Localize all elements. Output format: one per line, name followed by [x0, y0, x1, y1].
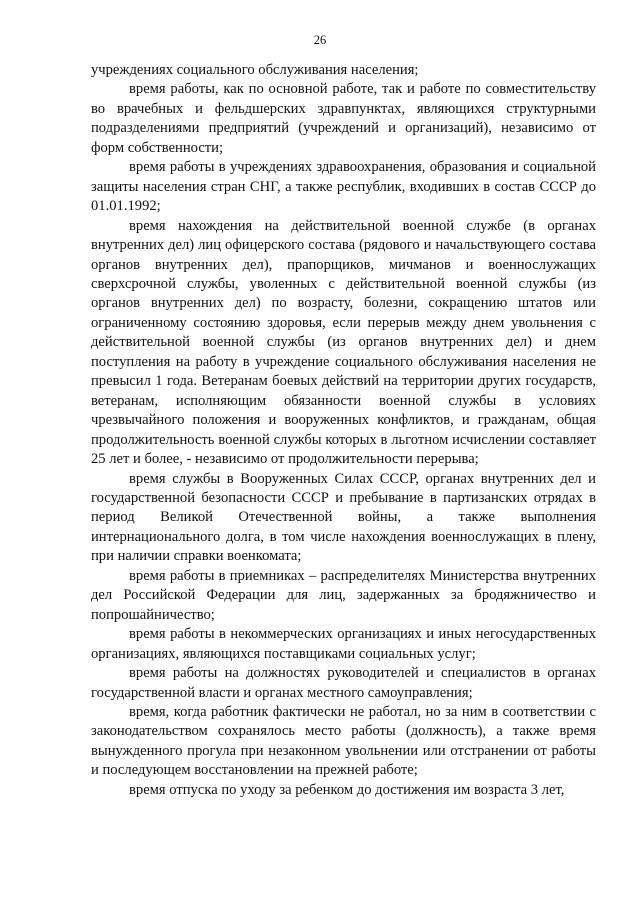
paragraph: время нахождения на действительной военной службе (в органах внутренних дел) лиц офицерского состава (рядового и начальствующего состава органов внутренних дел), прапорщиков, мичманов и военнослужащих сверхсрочной службы, уволенных с действительной военной службы (из органов внутренних дел) по возрасту, болезни, сокращению штатов или ограниченному состоянию здоровья, если перерыв между днем увольнения с действительной военной службы (из органов внутренних дел) и днем поступления на работу в учреждение социального обслуживания населения не превысил 1 года. Ветеранам боевых действий на территории других государств, ветеранам, исполняющим обязанности военной службы в условиях чрезвычайного положения и вооруженных конфликтов, и гражданам, общая продолжительность военной службы которых в льготном исчислении составляет 25 лет и более, - независимо от продолжительности перерыва; [91, 217, 596, 468]
paragraph: время работы на должностях руководителей и специалистов в органах государственной власти и органах местного самоуправления; [91, 665, 596, 701]
paragraph: время работы, как по основной работе, так и работе по совместительству во врачебных и фельдшерских здравпунктах, являющихся структурными подразделениями предприятий (учреждений и организаций), независимо от форм собственности; [91, 81, 596, 156]
paragraph: время работы в приемниках – распределителях Министерства внутренних дел Российской Федерации для лиц, задержанных за бродяжничество и попрошайничество; [91, 567, 596, 623]
paragraph: время отпуска по уходу за ребенком до достижения им возраста 3 лет, [129, 781, 565, 798]
paragraph: учреждениях социального обслуживания населения; [91, 62, 419, 78]
document-body [91, 61, 596, 800]
paragraph: время работы в учреждениях здравоохранения, образования и социальной защиты населения стран СНГ, а также республик, входивших в состав СССР до 01.01.1992; [91, 159, 596, 215]
paragraph: время работы в некоммерческих организациях и иных негосударственных организациях, являющихся поставщиками социальных услуг; [91, 626, 596, 662]
page-number: 26 [313, 33, 327, 47]
paragraph: время службы в Вооруженных Силах СССР, органах внутренних дел и государственной безопасности СССР и пребывание в партизанских отрядах в период Великой Отечественной войны, а также выполнения интернационального долга, в том числе нахождения военнослужащих в плену, при наличии справки военкомата; [91, 470, 596, 565]
paragraph: время, когда работник фактически не работал, но за ним в соответствии с законодательством сохранялось место работы (должность), а также время вынужденного прогула при незаконном увольнении или отстранении от работы и последующем восстановлении на прежней работе; [91, 703, 596, 779]
